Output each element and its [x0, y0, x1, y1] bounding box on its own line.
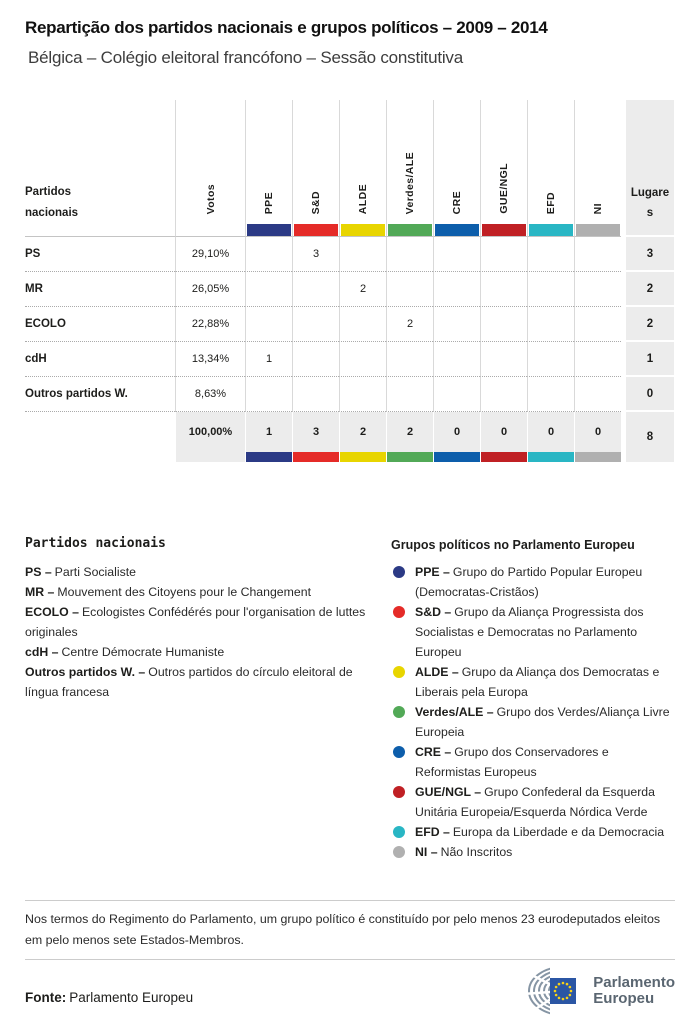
seat-cell: [339, 237, 386, 272]
group-color-bar: [246, 452, 292, 462]
total-party-empty: [25, 412, 175, 462]
seat-cell: 2: [386, 307, 433, 342]
header-votos: [175, 100, 245, 237]
party-name: PS: [25, 237, 175, 272]
legend-party-item: PS – Parti Socialiste: [25, 565, 137, 579]
seat-cell: [433, 377, 480, 412]
legend-group-item-gue-ngl: GUE/NGL – Grupo Confederal da Esquerda Unitária Europeia/Esquerda Nórdica Verde: [391, 782, 675, 822]
header-partidos-label: Partidos nacionais: [25, 186, 79, 219]
total-seat-ppe: 1: [245, 412, 292, 462]
group-color-bar: [293, 452, 339, 462]
legend-party-item: MR – Mouvement des Citoyens pour le Changement: [25, 585, 311, 599]
seat-cell: [292, 377, 339, 412]
page-subtitle: Bélgica – Colégio eleitoral francófono – Sessão constitutiva: [28, 48, 463, 67]
logo-wordmark: Parlamento Europeu: [593, 973, 675, 1007]
party-name: cdH: [25, 342, 175, 377]
group-color-bar: [341, 224, 385, 236]
seat-cell: [245, 237, 292, 272]
group-color-bar: [575, 452, 621, 462]
votos-value: 13,34%: [175, 342, 245, 377]
seat-cell: [386, 272, 433, 307]
header-group-gue-ngl: GUE/NGL: [480, 100, 527, 237]
seat-cell: [527, 237, 574, 272]
votos-value: 29,10%: [175, 237, 245, 272]
european-parliament-logo: [514, 965, 675, 1017]
header-votos-label: Votos: [204, 183, 217, 214]
seat-cell: [574, 307, 621, 342]
seat-cell: [433, 342, 480, 377]
ni-color-dot: [393, 846, 405, 858]
lugares-value: 0: [621, 377, 674, 412]
group-color-bar: [340, 452, 386, 462]
footer-row: [25, 965, 675, 1017]
footer-section: [25, 900, 675, 1017]
legend-section: [25, 536, 675, 862]
party-name: ECOLO: [25, 307, 175, 342]
alde-color-dot: [393, 666, 405, 678]
seat-cell: [245, 272, 292, 307]
legend-parties-title: Partidos nacionais: [25, 536, 166, 551]
footer-divider: [25, 959, 675, 960]
seat-cell: 2: [339, 272, 386, 307]
title-block: [25, 17, 675, 68]
source-label: Fonte:: [25, 990, 67, 1005]
seat-cell: [574, 377, 621, 412]
total-seat-ni: 0: [574, 412, 621, 462]
legend-party-item: ECOLO – Ecologistes Confédérés pour l'organisation de luttes originales: [25, 605, 366, 639]
seat-cell: [433, 237, 480, 272]
total-votos: 100,00%: [175, 412, 245, 462]
seat-cell: [433, 272, 480, 307]
legend-political-groups: [391, 536, 675, 862]
seat-cell: [386, 377, 433, 412]
votos-value: 8,63%: [175, 377, 245, 412]
group-color-bar: [434, 452, 480, 462]
seat-cell: 1: [245, 342, 292, 377]
legend-group-item-ni: NI – Não Inscritos: [391, 842, 675, 862]
group-color-bar: [481, 452, 527, 462]
legend-group-item-alde: ALDE – Grupo da Aliança dos Democratas e Liberais pela Europa: [391, 662, 675, 702]
group-color-bar: [388, 224, 432, 236]
parliament-hemicycle-icon: [514, 965, 584, 1017]
group-color-bar: [482, 224, 526, 236]
group-color-bar: [247, 224, 291, 236]
seat-cell: [292, 307, 339, 342]
verdes-ale-color-dot: [393, 706, 405, 718]
total-seat-efd: 0: [527, 412, 574, 462]
header-group-verdes-ale: Verdes/ALE: [386, 100, 433, 237]
votos-value: 26,05%: [175, 272, 245, 307]
header-group-sd: S&D: [292, 100, 339, 237]
source-value: Parlamento Europeu: [69, 990, 194, 1005]
group-color-bar: [528, 452, 574, 462]
seat-cell: [292, 272, 339, 307]
header-lugares: [621, 100, 674, 237]
group-color-bar: [529, 224, 573, 236]
seat-cell: [480, 342, 527, 377]
header-group-ni: NI: [574, 100, 621, 237]
total-seat-verdes-ale: 2: [386, 412, 433, 462]
efd-color-dot: [393, 826, 405, 838]
legend-group-item-verdes-ale: Verdes/ALE – Grupo dos Verdes/Aliança Livre Europeia: [391, 702, 675, 742]
seat-cell: [245, 377, 292, 412]
lugares-value: 2: [621, 307, 674, 342]
total-seat-alde: 2: [339, 412, 386, 462]
party-name: Outros partidos W.: [25, 377, 175, 412]
seat-cell: [527, 377, 574, 412]
footnote: Nos termos do Regimento do Parlamento, um grupo político é constituído por pelo menos 23 eurodeputados eleitos em pelo menos sete Estados-Membros.: [25, 912, 661, 947]
group-color-bar: [387, 452, 433, 462]
seat-cell: [480, 237, 527, 272]
seat-cell: [292, 342, 339, 377]
seat-cell: [433, 307, 480, 342]
sd-color-dot: [393, 606, 405, 618]
seat-cell: [386, 237, 433, 272]
source-line: [25, 990, 193, 1005]
seat-cell: [339, 307, 386, 342]
seat-cell: [574, 272, 621, 307]
seat-cell: [386, 342, 433, 377]
seat-cell: [527, 307, 574, 342]
header-partidos-nacionais: [25, 100, 175, 237]
seat-cell: [339, 342, 386, 377]
legend-party-item: Outros partidos W. – Outros partidos do círculo eleitoral de língua francesa: [25, 665, 353, 699]
votos-value: 22,88%: [175, 307, 245, 342]
lugares-value: 3: [621, 237, 674, 272]
lugares-value: 2: [621, 272, 674, 307]
seat-cell: 3: [292, 237, 339, 272]
seat-cell: [480, 272, 527, 307]
total-seat-cre: 0: [433, 412, 480, 462]
gue-ngl-color-dot: [393, 786, 405, 798]
legend-national-parties: [25, 536, 370, 862]
seat-cell: [574, 342, 621, 377]
total-seat-gue-ngl: 0: [480, 412, 527, 462]
seat-cell: [480, 307, 527, 342]
header-group-cre: CRE: [433, 100, 480, 237]
legend-party-item: cdH – Centre Démocrate Humaniste: [25, 645, 225, 659]
group-color-bar: [435, 224, 479, 236]
header-lugares-label: Lugares: [630, 187, 670, 219]
party-name: MR: [25, 272, 175, 307]
group-color-bar: [576, 224, 620, 236]
header-group-alde: ALDE: [339, 100, 386, 237]
lugares-value: 1: [621, 342, 674, 377]
page-title: Repartição dos partidos nacionais e grupos políticos – 2009 – 2014: [25, 18, 548, 37]
seat-cell: [480, 377, 527, 412]
seat-cell: [527, 272, 574, 307]
total-lugares: 8: [621, 412, 674, 462]
legend-group-item-sd: S&D – Grupo da Aliança Progressista dos Socialistas e Democratas no Parlamento Europeu: [391, 602, 675, 662]
group-color-bar: [294, 224, 338, 236]
header-group-ppe: PPE: [245, 100, 292, 237]
seat-cell: [574, 237, 621, 272]
legend-group-item-cre: CRE – Grupo dos Conservadores e Reformistas Europeus: [391, 742, 675, 782]
seat-cell: [339, 377, 386, 412]
ppe-color-dot: [393, 566, 405, 578]
legend-group-item-efd: EFD – Europa da Liberdade e da Democracia: [391, 822, 675, 842]
header-group-efd: EFD: [527, 100, 574, 237]
cre-color-dot: [393, 746, 405, 758]
legend-groups-title: Grupos políticos no Parlamento Europeu: [391, 538, 635, 552]
total-seat-sd: 3: [292, 412, 339, 462]
seat-cell: [245, 307, 292, 342]
results-table: [25, 100, 674, 462]
legend-group-item-ppe: PPE – Grupo do Partido Popular Europeu (Democratas-Cristãos): [391, 562, 675, 602]
seat-cell: [527, 342, 574, 377]
